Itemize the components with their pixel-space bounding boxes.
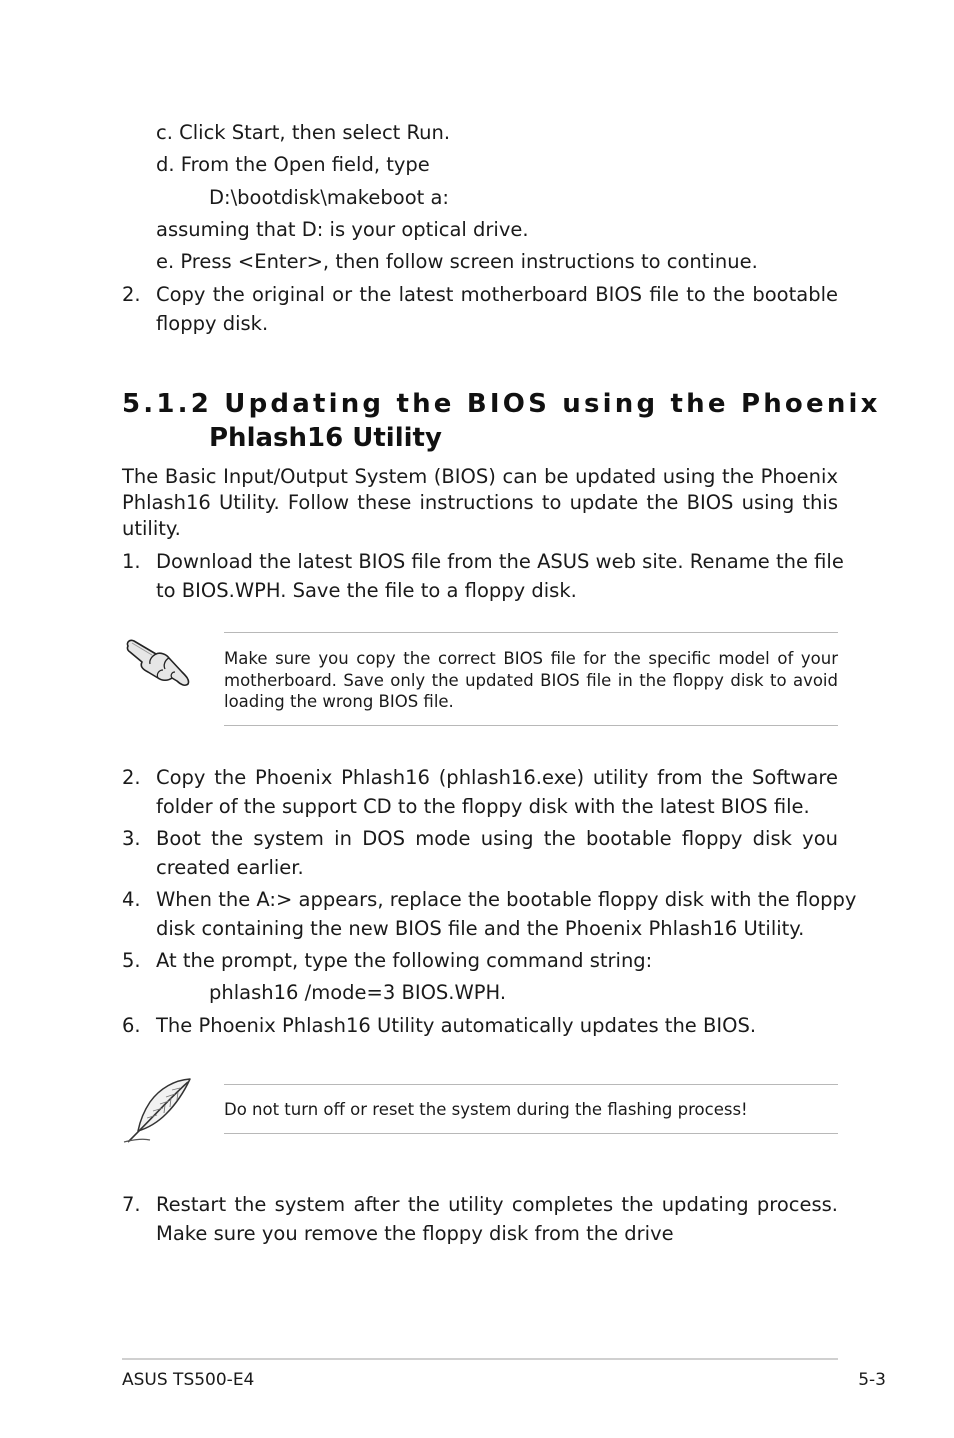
step-d-note: assuming that D: is your optical drive. — [156, 218, 529, 241]
caution-note-line: Make sure you copy the correct BIOS file for the specific model of your — [224, 649, 838, 668]
note-top-rule — [224, 632, 838, 633]
step-text: to BIOS.WPH. Save the file to a floppy disk. — [156, 579, 577, 602]
caution-note-line: motherboard. Save only the updated BIOS file in the floppy disk to avoid — [224, 670, 838, 690]
step-d-text: d. From the Open field, type — [156, 153, 430, 176]
step-text: floppy disk. — [156, 312, 269, 335]
note-bottom-rule — [224, 725, 838, 726]
step-text: Copy the original or the latest motherboard BIOS file to the bootable — [156, 283, 838, 306]
feather-note-text: Do not turn off or reset the system during the flashing process! — [224, 1100, 748, 1119]
note-bottom-rule — [224, 1133, 838, 1134]
intro-paragraph-line: utility. — [122, 517, 181, 540]
step-text: Restart the system after the utility completes the updating process. — [156, 1193, 838, 1216]
step-number: 6. — [122, 1014, 141, 1037]
step-text: Copy the Phoenix Phlash16 (phlash16.exe) utility from the Software — [156, 766, 838, 789]
step-text: created earlier. — [156, 856, 304, 879]
feather-quill-icon — [120, 1076, 195, 1146]
step-text: Download the latest BIOS file from the ASUS web site. Rename the file — [156, 550, 844, 573]
note-top-rule — [224, 1084, 838, 1085]
step-number: 1. — [122, 550, 141, 573]
step-number: 4. — [122, 888, 141, 911]
command-string: phlash16 /mode=3 BIOS.WPH. — [209, 981, 507, 1004]
section-heading: 5.1.2 Updating the BIOS using the Phoenix — [122, 389, 881, 419]
step-text: At the prompt, type the following command string: — [156, 949, 653, 972]
step-text: The Phoenix Phlash16 Utility automatically updates the BIOS. — [156, 1014, 757, 1037]
step-text: disk containing the new BIOS file and the Phoenix Phlash16 Utility. — [156, 917, 805, 940]
step-text: folder of the support CD to the floppy disk with the latest BIOS file. — [156, 795, 810, 818]
caution-note-line: loading the wrong BIOS file. — [224, 692, 454, 711]
step-number: 2. — [122, 283, 141, 306]
step-text: When the A:> appears, replace the bootable floppy disk with the floppy — [156, 888, 857, 911]
intro-paragraph-line: The Basic Input/Output System (BIOS) can be updated using the Phoenix — [122, 465, 838, 488]
pointing-hand-icon — [122, 632, 192, 687]
step-d-command: D:\bootdisk\makeboot a: — [209, 186, 449, 209]
step-text: Boot the system in DOS mode using the bootable floppy disk you — [156, 827, 838, 850]
step-number: 7. — [122, 1193, 141, 1216]
footer-rule — [122, 1358, 838, 1360]
intro-paragraph-line: Phlash16 Utility. Follow these instructions to update the BIOS using this — [122, 491, 838, 514]
footer-page-number: 5-3 — [858, 1370, 886, 1390]
step-c-text: c. Click Start, then select Run. — [156, 121, 451, 144]
step-e-text: e. Press <Enter>, then follow screen instructions to continue. — [156, 250, 758, 273]
step-number: 3. — [122, 827, 141, 850]
section-heading-cont: Phlash16 Utility — [209, 423, 442, 453]
step-text: Make sure you remove the floppy disk from the drive — [156, 1222, 674, 1245]
step-number: 5. — [122, 949, 141, 972]
step-number: 2. — [122, 766, 141, 789]
footer-product-name: ASUS TS500-E4 — [122, 1370, 255, 1390]
caution-note-text — [224, 648, 838, 713]
